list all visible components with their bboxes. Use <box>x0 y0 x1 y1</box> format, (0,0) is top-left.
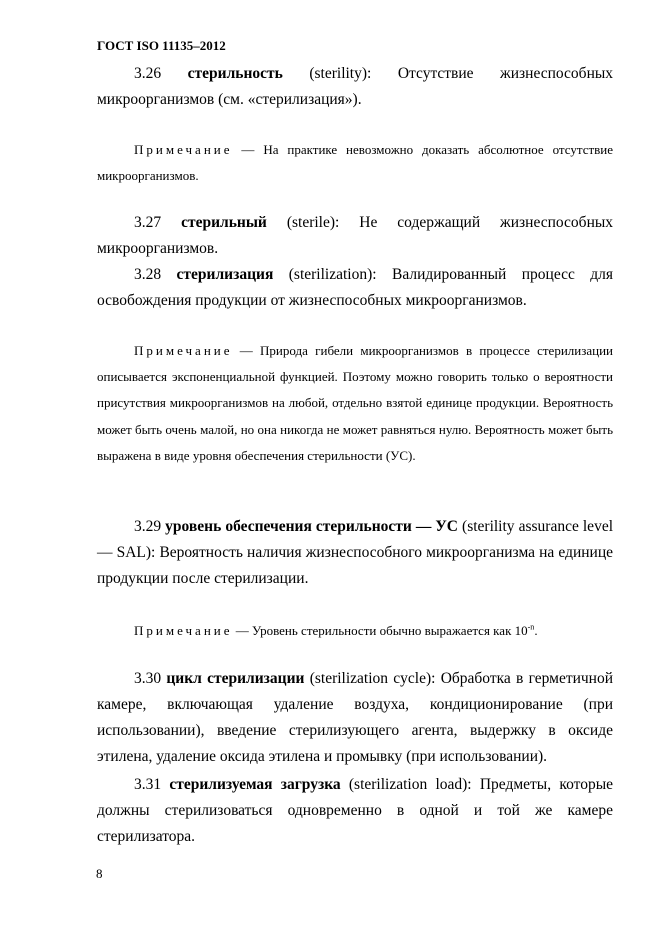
term-title: уровень обеспечения стерильности — УС <box>165 518 458 535</box>
note-exponent: -n <box>527 622 535 632</box>
term-english: (sterile): <box>286 214 340 231</box>
document-header: ГОСТ ISO 11135–2012 <box>97 38 226 53</box>
note-3-29 <box>97 618 613 644</box>
term-number: 3.29 <box>134 518 162 535</box>
term-title: стерилизация <box>176 266 274 283</box>
term-english: (sterilization load): <box>348 776 472 793</box>
term-3-27 <box>97 210 613 262</box>
term-title: цикл стерилизации <box>166 670 305 687</box>
note-dash: — <box>239 343 253 358</box>
note-dash: — <box>235 623 249 638</box>
term-english: (sterilization cycle): <box>309 670 436 687</box>
note-text: На практике невозможно доказать абсолютное отсутствие микроорганизмов. <box>97 142 614 184</box>
term-title: стерилизуемая загрузка <box>169 776 341 793</box>
term-number: 3.26 <box>134 65 162 82</box>
page-number: 8 <box>96 866 103 881</box>
term-english: (sterilization): <box>288 266 377 283</box>
note-text: Уровень стерильности обычно выражается как 10 <box>252 623 528 638</box>
term-3-29 <box>97 514 613 592</box>
term-english: (sterility assurance level — SAL): <box>97 518 614 561</box>
note-label: Примечание <box>134 142 233 157</box>
term-title: стерильный <box>181 214 267 231</box>
term-3-28 <box>97 262 613 314</box>
term-definition: Обработка в герметичной камере, включающая удаление воздуха, кондиционирование (при использовании), введение стерилизующего агента, выдержку в оксиде этилена, удаление оксида этилена и промывку (при использовании). <box>97 670 614 765</box>
term-number: 3.27 <box>134 214 162 231</box>
term-3-31 <box>97 772 613 850</box>
note-end: . <box>534 623 538 638</box>
term-3-26 <box>97 61 613 113</box>
term-definition: Предметы, которые должны стерилизоваться одновременно в одной и той же камере стерилизатора. <box>97 776 613 845</box>
note-dash: — <box>241 142 255 157</box>
term-title: стерильность <box>187 65 283 82</box>
term-english: (sterility): <box>309 65 372 82</box>
term-definition: Валидированный процесс для освобождения продукции от жизнеспособных микроорганизмов. <box>97 266 614 309</box>
term-definition: Вероятность наличия жизнеспособного микроорганизма на единице продукции после стерилизации. <box>97 544 614 587</box>
term-definition: Не содержащий жизнеспособных микроорганизмов. <box>97 214 614 257</box>
term-number: 3.30 <box>134 670 162 687</box>
note-3-28 <box>97 338 613 469</box>
term-number: 3.28 <box>134 266 162 283</box>
note-text: Природа гибели микроорганизмов в процессе стерилизации описывается экспоненциальной функцией. Поэтому можно говорить только о вероятности присутствия микроорганизмов на любой, отдельно взятой единице продукции. Вероятность может быть очень малой, но она никогда не может равняться нулю. Вероятность может быть выражена в виде уровня обеспечения стерильности (УС). <box>97 343 613 463</box>
note-label: Примечание <box>134 623 233 638</box>
note-label: Примечание <box>134 343 233 358</box>
term-3-30 <box>97 666 613 770</box>
term-definition: Отсутствие жизнеспособных микроорганизмов (см. «стерилизация»). <box>97 65 614 108</box>
note-3-26 <box>97 137 613 189</box>
term-number: 3.31 <box>134 776 162 793</box>
